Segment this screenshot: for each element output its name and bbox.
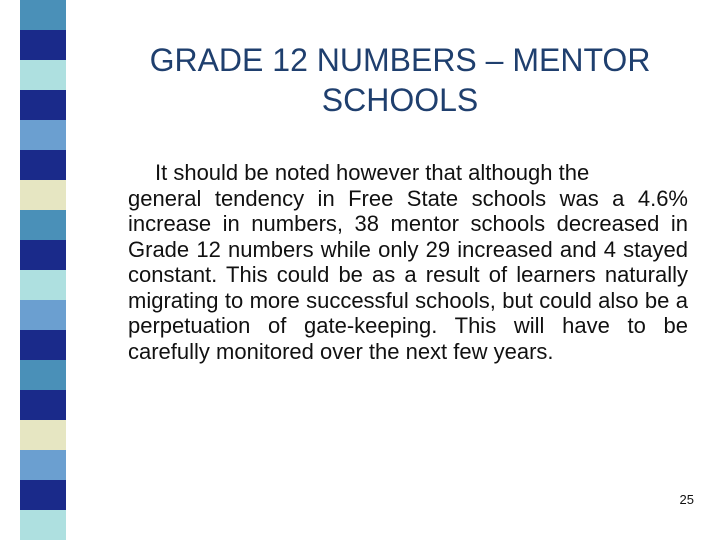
sidebar-color-block (20, 300, 66, 330)
sidebar-color-block (20, 240, 66, 270)
sidebar-color-block (20, 360, 66, 390)
sidebar-color-block (20, 30, 66, 60)
slide-title-line-1: GRADE 12 NUMBERS – MENTOR (149, 42, 651, 78)
sidebar-color-block (20, 510, 66, 540)
slide-title-line-2: SCHOOLS (321, 82, 479, 118)
decorative-sidebar (20, 0, 66, 540)
sidebar-color-block (20, 390, 66, 420)
sidebar-color-block (20, 270, 66, 300)
sidebar-color-block (20, 0, 66, 30)
slide-title (100, 40, 700, 120)
sidebar-color-block (20, 150, 66, 180)
sidebar-color-block (20, 60, 66, 90)
sidebar-color-block (20, 450, 66, 480)
page-number: 25 (679, 492, 694, 507)
sidebar-color-block (20, 180, 66, 210)
sidebar-color-block (20, 210, 66, 240)
sidebar-color-block (20, 480, 66, 510)
body-first-line: It should be noted however that although the (155, 160, 590, 185)
slide-body-paragraph (128, 160, 688, 364)
sidebar-color-block (20, 120, 66, 150)
sidebar-color-block (20, 330, 66, 360)
body-remaining-text: general tendency in Free State schools was a 4.6% increase in numbers, 38 mentor schools decreased in Grade 12 numbers while only 29 increased and 4 stayed constant. This could be as a result of learners naturally migrating to more successful schools, but could also be a perpetuation of gate-keeping. This will have to be carefully monitored over the next few years. (128, 185, 688, 364)
sidebar-color-block (20, 420, 66, 450)
sidebar-color-block (20, 90, 66, 120)
